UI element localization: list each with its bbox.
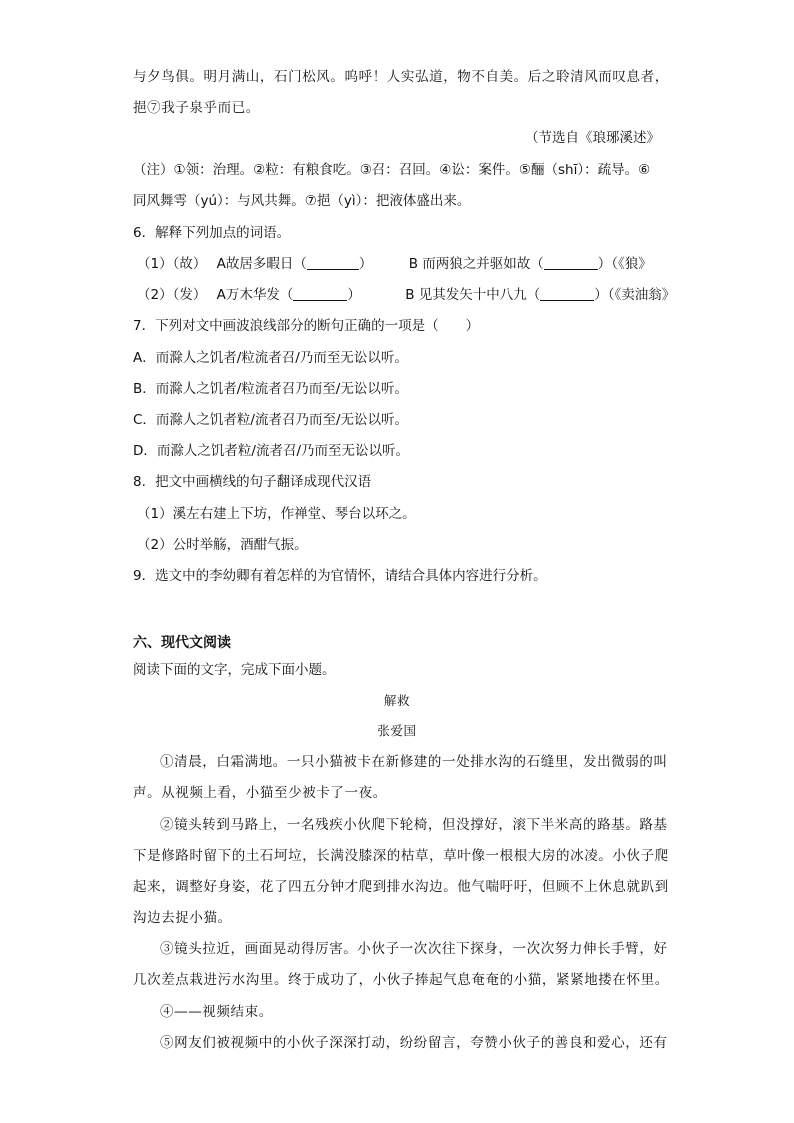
- passage-source: （节选自《琅琊溪述》: [525, 130, 660, 146]
- question-6-row-1: [137, 255, 652, 273]
- notes-line: 同风舞雩（yú）：与风共舞。⑦挹（yì）：把液体盛出来。: [133, 193, 471, 209]
- paragraph-2-line: ②镜头转到马路上，一名残疾小伙爬下轮椅，但没撑好，滚下半米高的路基。路基: [160, 817, 668, 833]
- section-instruction: 阅读下面的文字，完成下面小题。: [133, 662, 336, 678]
- question-8-item-2: （2）公时举觞，酒酣气振。: [137, 537, 308, 553]
- question-9-title: 9．选文中的李幼卿有着怎样的为官情怀，请结合具体内容进行分析。: [133, 568, 547, 584]
- option-b-close: ）（《卖油翁》: [594, 287, 676, 303]
- paragraph-2-line: 起来，调整好身姿，花了四五分钟才爬到排水沟边。他气喘吁吁，但顾不上休息就趴到: [133, 879, 669, 895]
- paragraph-2-line: 沟边去捉小猫。: [133, 910, 232, 926]
- paragraph-3-line: 几次差点栽进污水沟里。终于成功了，小伙子捧起气息奄奄的小猫，紧紧地搂在怀里。: [133, 972, 669, 988]
- option-a-text: A万木华发（: [216, 287, 294, 303]
- notes-line: （注）①领：治理。②粒：有粮食吃。③召：召回。④讼：案件。⑤酾（shī）：疏导。⑥: [133, 162, 651, 178]
- answer-blank[interactable]: [540, 287, 594, 301]
- option-a-text: A故居多暇日（: [216, 256, 307, 272]
- paragraph-1-line: ①清晨，白霜满地。一只小猫被卡在新修建的一处排水沟的石缝里，发出微弱的叫: [160, 754, 668, 770]
- row-label: （1）（故）: [137, 256, 207, 272]
- answer-blank[interactable]: [544, 256, 598, 270]
- passage-line: 与夕鸟俱。明月满山，石门松风。呜呼！人实弘道，物不自美。后之聆清风而叹息者，: [133, 69, 669, 85]
- question-8-item-1: （1）溪左右建上下坊，作禅堂、琴台以环之。: [137, 506, 416, 522]
- question-7-option-b[interactable]: B．而滁人之饥者/粒流者召乃而至/无讼以听。: [133, 381, 408, 397]
- paragraph-3-line: ③镜头拉近，画面晃动得厉害。小伙子一次次往下探身，一次次努力伸长手臂，好: [160, 941, 668, 957]
- row-label: （2）（发）: [137, 287, 207, 303]
- article-author: 张爱国: [377, 723, 417, 738]
- question-8-title: 8．把文中画横线的句子翻译成现代汉语: [133, 474, 372, 490]
- option-a-close: ）: [358, 256, 373, 272]
- option-b-text: B 而两狼之并驱如故（: [408, 256, 544, 272]
- answer-blank[interactable]: [293, 287, 347, 301]
- paragraph-2-line: 下是修路时留下的土石坷垃，长满没膝深的枯草，草叶像一根根大房的冰凌。小伙子爬: [133, 848, 669, 864]
- paragraph-4-line: ④——视频结束。: [160, 1004, 273, 1020]
- question-6-row-2: [137, 286, 675, 304]
- option-b-close: ）（《狼》: [597, 256, 652, 272]
- option-a-close: ）: [347, 287, 361, 303]
- article-title: 解救: [383, 693, 411, 708]
- paragraph-1-line: 声。从视频上看，小猫至少被卡了一夜。: [133, 785, 387, 801]
- option-b-text: B 见其发矢十中八九（: [405, 287, 541, 303]
- question-7-title: 7．下列对文中画波浪线部分的断句正确的一项是（ ）: [133, 318, 480, 334]
- passage-line: 挹⑦我子泉乎而已。: [133, 100, 260, 116]
- question-7-option-d[interactable]: D．而滁人之饥者粒/流者召/乃而至无讼以听。: [133, 443, 409, 459]
- paragraph-5-line: ⑤网友们被视频中的小伙子深深打动，纷纷留言，夸赞小伙子的善良和爱心，还有: [160, 1035, 668, 1051]
- section-heading: 六、现代文阅读: [133, 635, 231, 651]
- answer-blank[interactable]: [307, 256, 359, 270]
- question-7-option-c[interactable]: C．而滁人之饥者粒/流者召乃而至/无讼以听。: [133, 412, 409, 428]
- question-6-title: 6．解释下列加点的词语。: [133, 225, 291, 241]
- question-7-option-a[interactable]: A．而滁人之饥者/粒流者召/乃而至无讼以听。: [133, 350, 408, 366]
